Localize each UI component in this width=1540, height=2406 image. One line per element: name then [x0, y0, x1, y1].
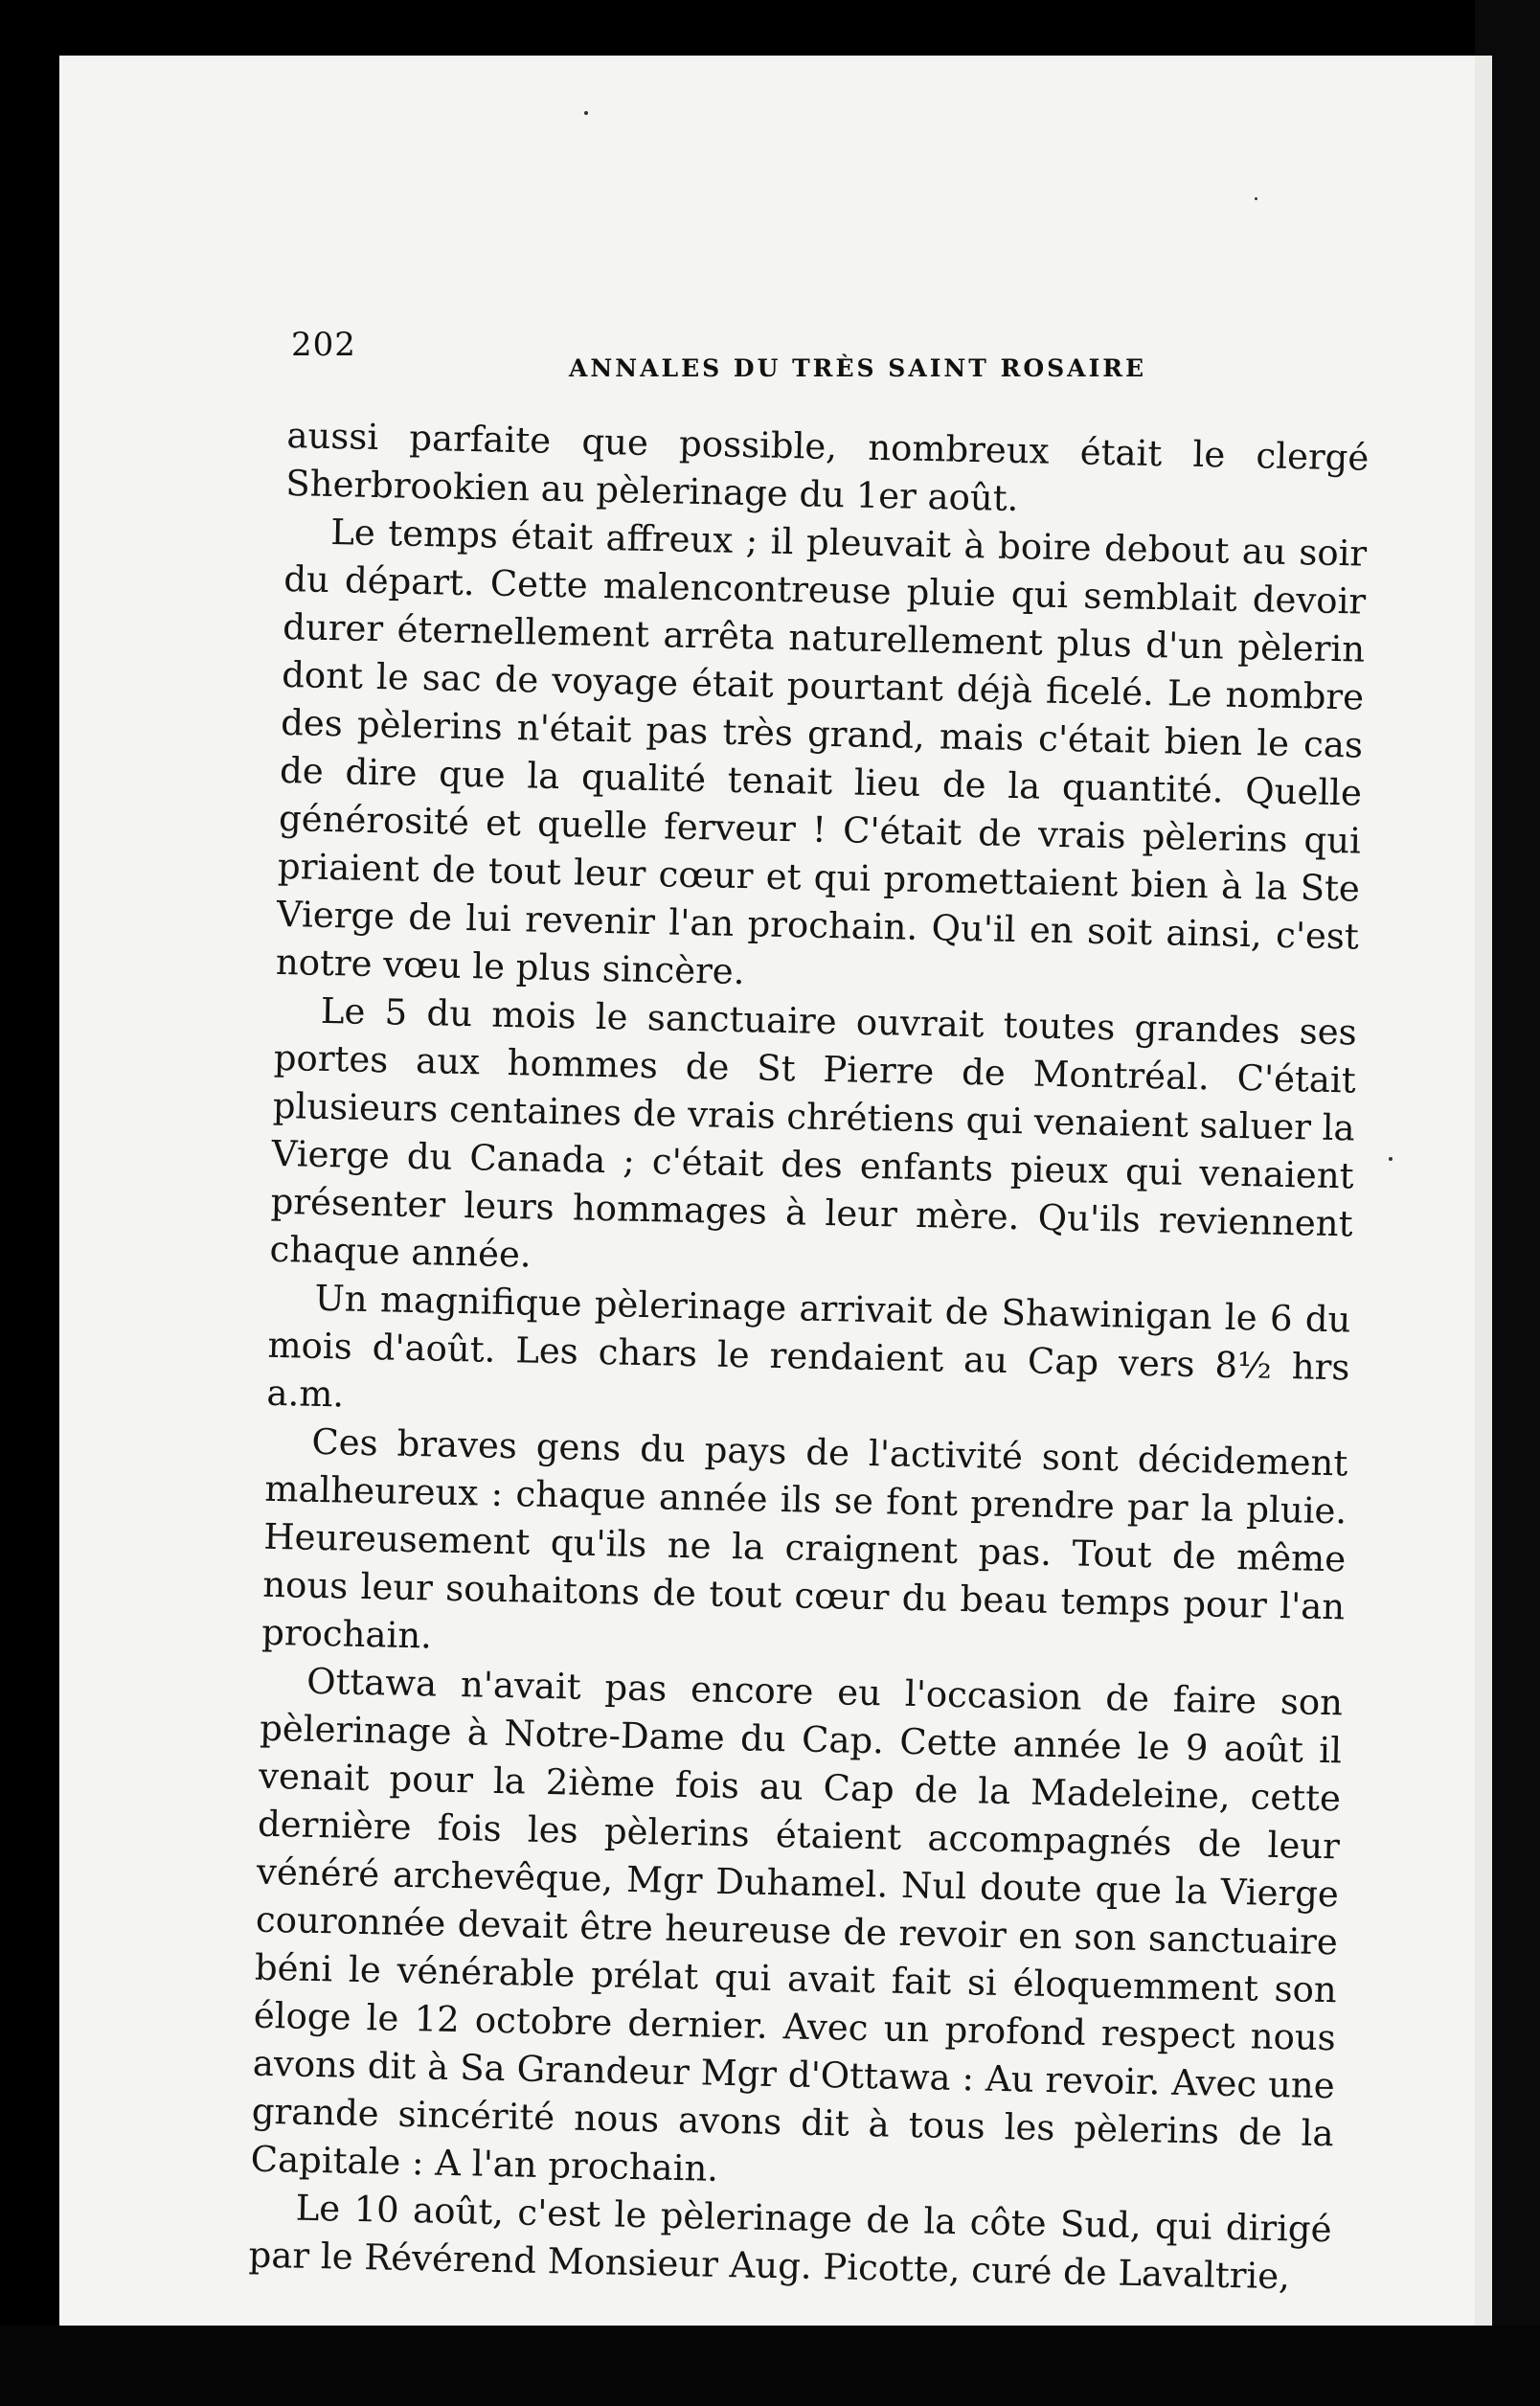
paragraph: Le 10 août, c'est le pèlerinage de la côte Sud, qui dirigé par le Révérend Monsieur Aug. Picotte, curé de Lavaltrie,: [248, 2187, 1332, 2298]
page-edge: [1475, 56, 1492, 2326]
running-title: ANNALES DU TRÈS SAINT ROSAIRE: [569, 354, 1147, 382]
scan-speck: [1389, 1157, 1393, 1161]
paragraph: aussi parfaite que possible, nombreux était le clergé Sherbrookien au pèlerinage du 1er août.: [284, 414, 1370, 520]
paragraph: Ces braves gens du pays de l'activité sont décidement malheureux : chaque année ils se font prendre par la pluie. Heureusement qu'ils ne la craignent pas. Tout de même nous leur souhaitons de tout cœur du beau temps pour l'an prochain.: [260, 1420, 1348, 1657]
body-text: [248, 412, 1370, 2302]
paragraph: Un magnifique pèlerinage arrivait de Shawinigan le 6 du mois d'août. Les chars le rendaient au Cap vers 8½ hrs a.m.: [266, 1277, 1351, 1416]
paragraph: Ottawa n'avait pas encore eu l'occasion de faire son pèlerinage à Notre-Dame du Cap. Cette année le 9 août il venait pour la 2ième fois au Cap de la Madeleine, cette dernière fois les pèlerins étaient accompagnés de leur vénéré archevêque, Mgr Duhamel. Nul doute que la Vierge couronnée devait être heureuse de revoir en son sanctuaire béni le vénérable prélat qui avait fait si éloquemment son éloge le 12 octobre dernier. Avec un profond respect nous avons dit à Sa Grandeur Mgr d'Ottawa : Au revoir. Avec une grande sincérité nous avons dit à tous les pèlerins de la Capitale : A l'an prochain.: [250, 1660, 1344, 2190]
scan-speck: [584, 111, 588, 115]
paragraph: Le 5 du mois le sanctuaire ouvrait toutes grandes ses portes aux hommes de St Pierre de Montréal. C'était plusieurs centaines de vrais chrétiens qui venaient saluer la Vierge du Canada ; c'était des enfants pieux qui venaient présenter leurs hommages à leur mère. Qu'ils reviennent chaque année.: [269, 989, 1358, 1276]
page-number: 202: [291, 326, 356, 364]
scan-bottom-border: [0, 2326, 1540, 2406]
scan-speck: [1255, 197, 1257, 200]
paragraph: Le temps était affreux ; il pleuvait à boire debout au soir du départ. Cette malencontreuse pluie qui semblait devoir durer éternellement arrêta naturellement plus d'un pèlerin dont le sac de voyage était pourtant déjà ficelé. Le nombre des pèlerins n'était pas très grand, mais c'était bien le cas de dire que la qualité tenait lieu de la quantité. Quelle générosité et quelle ferveur ! C'était de vrais pèlerins qui priaient de tout leur cœur et qui promettaient bien à la Ste Vierge de lui revenir l'an prochain. Qu'il en soit ainsi, c'est notre vœu le plus sincère.: [275, 511, 1368, 993]
